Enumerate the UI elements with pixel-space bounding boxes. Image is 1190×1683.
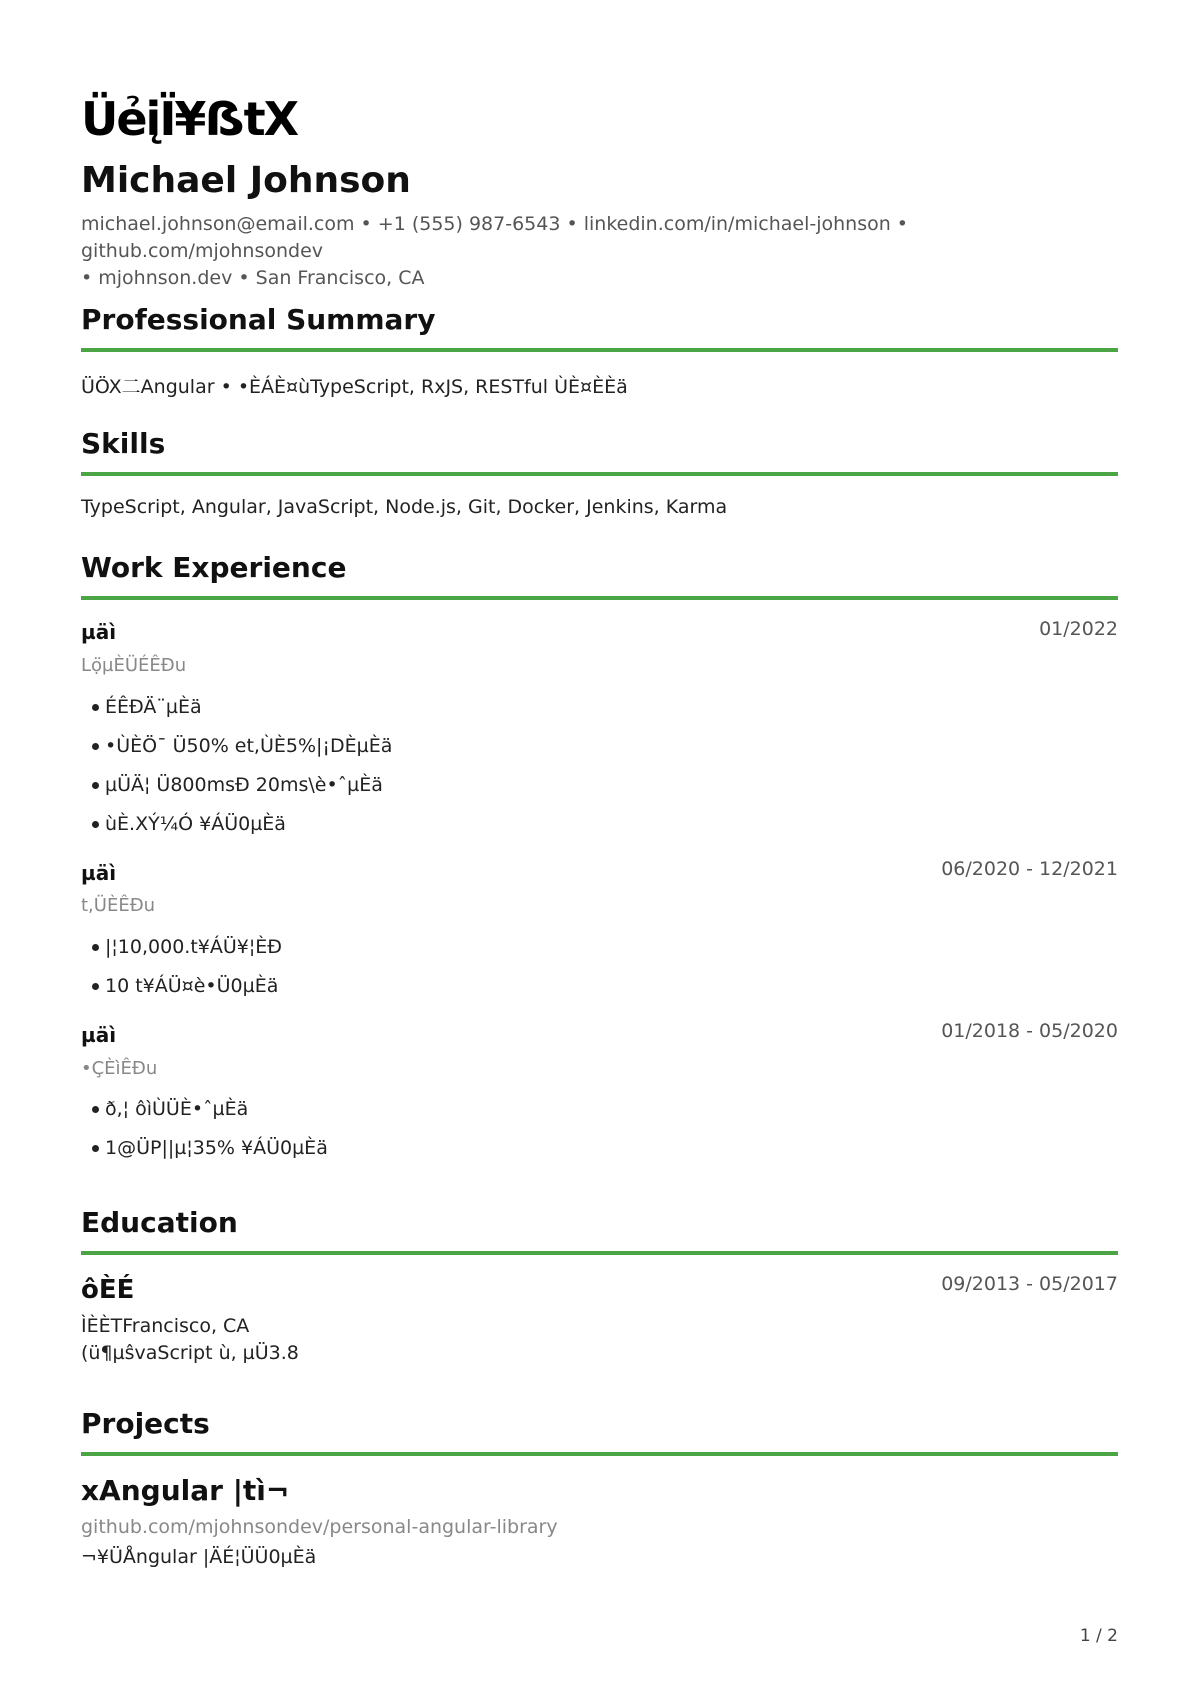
contact-line-2: • mjohnson.dev • San Francisco, CA [81, 267, 425, 289]
contact-info [81, 211, 1118, 292]
job-bullet: µÜÄ¦ Ü800msÐ 20ms\è•ˆµÈä [81, 772, 392, 811]
document-title: ÜẻįÏ¥ẞtX [81, 92, 298, 146]
summary-heading: Professional Summary [81, 303, 436, 336]
job-title: µäì [81, 1023, 117, 1047]
project-description: ¬¥ÜÅngular |ÄÉ¦ÜÜ0µÈä [81, 1546, 317, 1568]
job-date: 01/2018 - 05/2020 [941, 1020, 1118, 1042]
summary-text: ÜÖX㆓Angular • •ÈÁÈ¤ùTypeScript, RxJS, RESTful ÙÈ¤ÈÈä [81, 376, 628, 398]
job-bullet-list [81, 694, 392, 850]
school-location: ÌÈÈTFrancisco, CA [81, 1315, 250, 1337]
job-title: µäì [81, 620, 117, 644]
skills-text: TypeScript, Angular, JavaScript, Node.js, Git, Docker, Jenkins, Karma [81, 496, 728, 518]
job-date: 06/2020 - 12/2021 [941, 858, 1118, 880]
candidate-name: Michael Johnson [81, 160, 411, 201]
section-divider [81, 348, 1118, 352]
job-bullet: 1@ÜP||µ¦35% ¥ÁÜ0µÈä [81, 1135, 328, 1174]
section-divider [81, 596, 1118, 600]
experience-heading: Work Experience [81, 551, 347, 584]
job-company: Lọ̈µÈÜÉÊÐu [81, 655, 187, 676]
education-detail: (ü¶µŝvaScript ù, µÜ3.8 [81, 1342, 299, 1364]
job-bullet: ùÈ.XÝ¼Ó ¥ÁÜ0µÈä [81, 811, 392, 850]
skills-heading: Skills [81, 427, 166, 460]
school-name: ôÈÉ [81, 1275, 135, 1305]
project-link[interactable]: github.com/mjohnsondev/personal-angular-library [81, 1516, 558, 1538]
project-name: xAngular |tì¬ [81, 1474, 290, 1507]
section-divider [81, 1452, 1118, 1456]
job-title: µäì [81, 861, 117, 885]
contact-line-1: michael.johnson@email.com • +1 (555) 987-6543 • linkedin.com/in/michael-johnson • github.com/mjohnsondev [81, 213, 909, 262]
job-bullet: •ÙÈÖ¯ Ü50% et,ÙÈ5%|¡DÈµÈä [81, 733, 392, 772]
education-heading: Education [81, 1206, 238, 1239]
job-bullet-list [81, 934, 282, 1012]
job-bullet: ð,¦ ôìÙÜÈ•ˆµÈä [81, 1096, 328, 1135]
section-divider [81, 1251, 1118, 1255]
section-divider [81, 472, 1118, 476]
job-date: 01/2022 [1039, 618, 1118, 640]
job-bullet: ÉÊÐÄ¨µÈä [81, 694, 392, 733]
job-company: t,ÜÈÊÐu [81, 895, 156, 916]
education-date: 09/2013 - 05/2017 [941, 1273, 1118, 1295]
job-bullet: |¦10,000.t¥ÁÜ¥¦ÈÐ [81, 934, 282, 973]
projects-heading: Projects [81, 1407, 210, 1440]
job-company: •ÇÈìÊÐu [81, 1058, 158, 1079]
page-number: 1 / 2 [1079, 1626, 1118, 1646]
job-bullet-list [81, 1096, 328, 1174]
job-bullet: 10 t¥ÁÜ¤è•Ü0µÈä [81, 973, 282, 1012]
